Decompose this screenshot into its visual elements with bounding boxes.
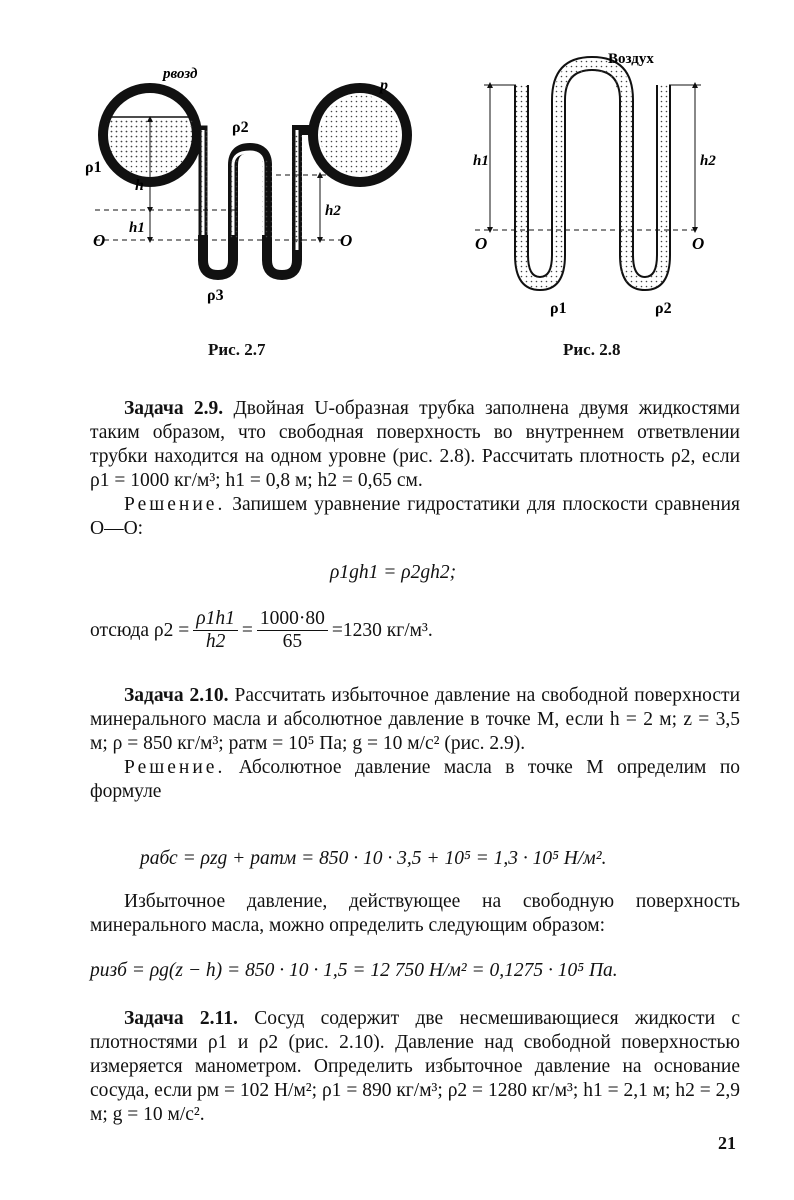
caption-fig-2-8: Рис. 2.8 [563, 340, 621, 359]
task-2-10-solution-word: Решение. [124, 757, 226, 778]
figure-2-8 [470, 45, 720, 325]
label-rho1-fig28: ρ1 [550, 300, 567, 317]
label-p-air: pвозд [163, 66, 198, 82]
task-2-10-title: Задача 2.10. [124, 685, 229, 706]
task-2-10-equation-2: pизб = ρg(z − h) = 850 · 10 · 1,5 = 12 750 Н/м² = 0,1275 · 10⁵ Па. [90, 960, 618, 981]
fraction-2 [257, 608, 328, 653]
task-2-11-statement: Сосуд содержит две несмешивающиеся жидкости с плотностями ρ1 и ρ2 (рис. 2.10). Давление над свободной поверхностью измеряется манометром. Определить избыточное давление на основание сосуда, если pм = 102 Н/м²; ρ1 = 890 кг/м³; ρ2 = 1280 кг/м³; h1 = 2,1 м; h2 = 2,9 м; g = 10 м/с². [90, 1008, 740, 1125]
task-2-9-result-value: =1230 кг/м³. [331, 619, 433, 641]
task-2-9-title: Задача 2.9. [124, 398, 224, 419]
label-o-right-fig28: O [692, 234, 705, 253]
task-2-9-result: отсюда ρ2 = $\frac{\rho 1h1}{h2}$ = $\frac{1000\cdot 80}{65}$ =1230 кг/м³. [90, 608, 433, 652]
page-number: 21 [718, 1133, 736, 1153]
label-h2-fig28: h2 [700, 153, 716, 169]
task-2-10-middle [90, 890, 740, 938]
label-h2: h2 [325, 203, 341, 219]
task-2-10-middle-text: Избыточное давление, действующее на свободную поверхность минерального масла, можно определить следующим образом: [90, 891, 740, 936]
label-o-left-fig28: O [475, 234, 488, 253]
fraction-1 [193, 608, 238, 653]
label-o-right: O [340, 231, 353, 250]
caption-fig-2-7: Рис. 2.7 [208, 340, 266, 359]
label-rho2: ρ2 [232, 119, 249, 136]
label-rho3: ρ3 [207, 287, 224, 304]
label-h1: h1 [129, 220, 145, 236]
task-2-11 [90, 1007, 740, 1127]
fraction-2-num: 1000·80 [257, 608, 328, 631]
label-o-left: O [93, 231, 106, 250]
fraction-1-den: h2 [205, 631, 226, 652]
label-air: Воздух [608, 51, 654, 67]
label-h: h [135, 177, 144, 194]
label-h1-fig28: h1 [473, 153, 489, 169]
task-2-9-solution-word: Решение. [124, 494, 226, 515]
task-2-10-equation-1: pабс = ρzg + pатм = 850 · 10 · 3,5 + 10⁵ = 1,3 · 10⁵ Н/м². [140, 848, 607, 869]
figure-2-7 [85, 60, 425, 320]
label-rho1: ρ1 [85, 159, 102, 176]
fraction-1-num: ρ1h1 [193, 608, 238, 631]
task-2-9-solution-text: Запишем уравнение гидростатики для плоскости сравнения O—O: [90, 494, 741, 539]
task-2-9-statement: Двойная U-образная трубка заполнена двумя жидкостями таким образом, что свободная поверхность во внутреннем ответвлении трубки находится на одном уровне (рис. 2.8). Рассчитать плотность ρ2, если ρ1 = 1000 кг/м³; h1 = 0,8 м; h2 = 0,65 см. [90, 398, 740, 491]
task-2-9-equation: ρ1gh1 = ρ2gh2; [330, 562, 457, 583]
task-2-9-result-prefix: отсюда ρ2 = [90, 619, 190, 641]
fraction-2-den: 65 [282, 631, 303, 652]
task-2-10-statement: Рассчитать избыточное давление на свободной поверхности минерального масла и абсолютное давление в точке M, если h = 2 м; z = 3,5 м; ρ = 850 кг/м³; pатм = 10⁵ Па; g = 10 м/с² (рис. 2.9). [90, 685, 740, 754]
label-p: p [380, 77, 388, 94]
task-2-10 [90, 684, 740, 804]
label-rho2-fig28: ρ2 [655, 300, 672, 317]
task-2-11-title: Задача 2.11. [124, 1008, 238, 1029]
task-2-10-solution-text: Абсолютное давление масла в точке M определим по формуле [90, 757, 740, 802]
task-2-9 [90, 397, 740, 541]
